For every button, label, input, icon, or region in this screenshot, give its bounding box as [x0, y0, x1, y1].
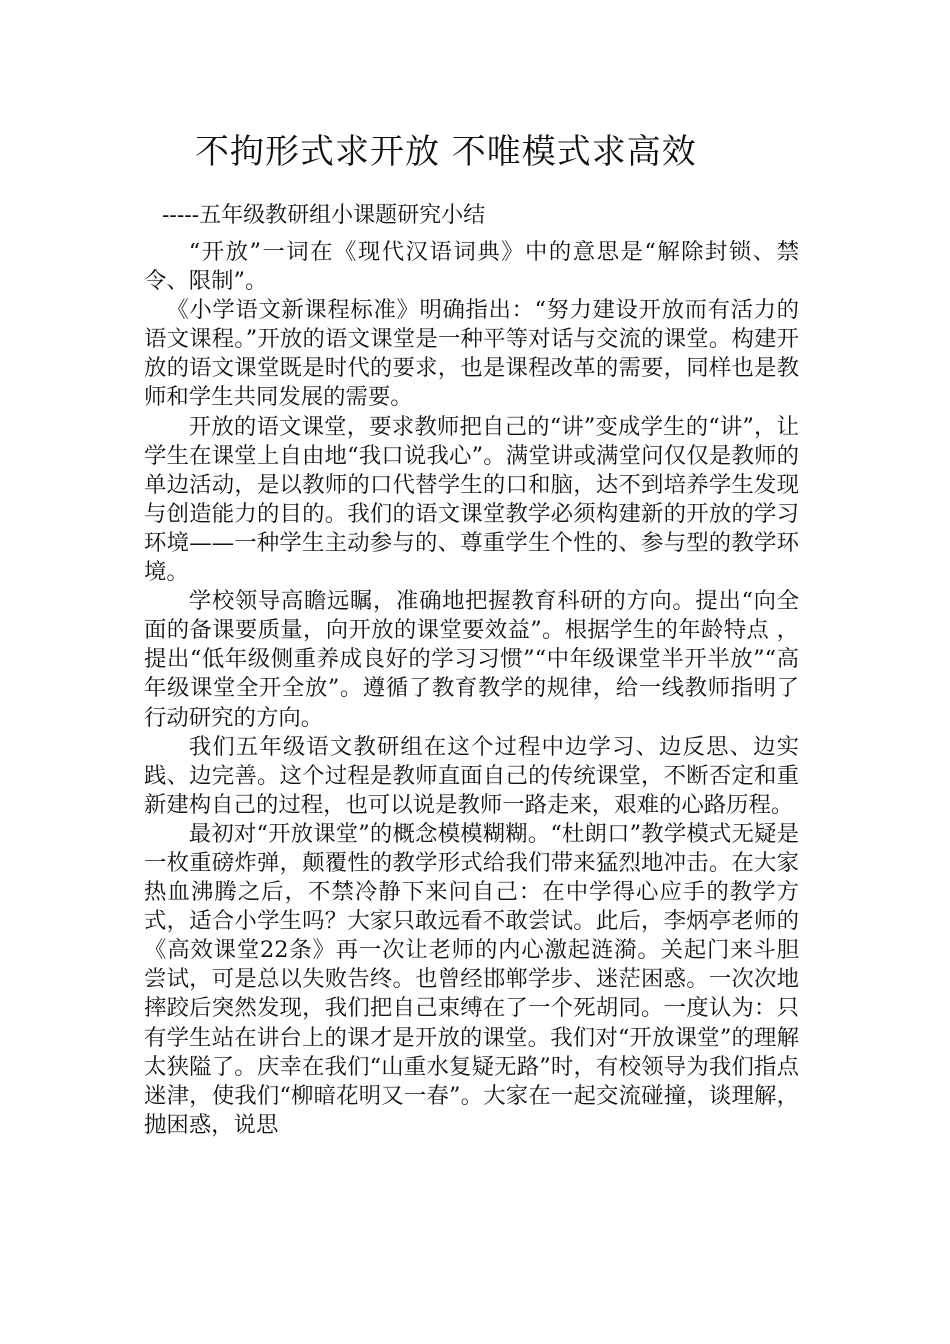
document-title: 不拘形式求开放 不唯模式求高效 [195, 132, 697, 172]
paragraph-1: “开放”一词在《现代汉语词典》中的意思是“解除封锁、禁令、限制”。 [144, 239, 799, 295]
document-subtitle: -----五年级教研组小课题研究小结 [162, 203, 486, 228]
paragraph-5: 我们五年级语文教研组在这个过程中边学习、边反思、边实践、边完善。这个过程是教师直面自己的传统课堂，不断否定和重新建构自己的过程，也可以说是教师一路走来，艰难的心路历程。 [144, 733, 799, 818]
document-body [144, 238, 799, 1140]
paragraph-2: 《小学语文新课程标准》明确指出：“努力建设开放而有活力的语文课程。”开放的语文课堂是一种平等对话与交流的课堂。构建开放的语文课堂既是时代的要求，也是课程改革的需要，同样也是教师和学生共同发展的需要。 [144, 297, 799, 411]
paragraph-6: 最初对“开放课堂”的概念模模糊糊。“杜朗口”教学模式无疑是一枚重磅炸弹，颠覆性的教学形式给我们带来猛烈地冲击。在大家热血沸腾之后，不禁冷静下来问自己：在中学得心应手的教学方式，适合小学生吗？大家只敢远看不敢尝试。此后，李炳亭老师的《高效课堂22条》再一次让老师的内心激起涟漪。关起门来斗胆尝试，可是总以失败告终。也曾经邯郸学步、迷茫困惑。一次次地摔跤后突然发现，我们把自己束缚在了一个死胡同。一度认为：只有学生站在讲台上的课才是开放的课堂。我们对“开放课堂”的理解太狭隘了。庆幸在我们“山重水复疑无路”时，有校领导为我们指点迷津，使我们“柳暗花明又一春”。大家在一起交流碰撞，谈理解，抛困惑，说思 [144, 820, 799, 1138]
paragraph-4: 学校领导高瞻远瞩，准确地把握教育科研的方向。提出“向全面的备课要质量，向开放的课堂要效益”。根据学生的年龄特点 ，提出“低年级侧重养成良好的学习习惯”“中年级课堂半开半放”“高年级课堂全开全放”。遵循了教育教学的规律，给一线教师指明了行动研究的方向。 [144, 588, 799, 731]
paragraph-3: 开放的语文课堂，要求教师把自己的“讲”变成学生的“讲”，让学生在课堂上自由地“我口说我心”。满堂讲或满堂问仅仅是教师的单边活动，是以教师的口代替学生的口和脑，达不到培养学生发现与创造能力的目的。我们的语文课堂教学必须构建新的开放的学习环境——一种学生主动参与的、尊重学生个性的、参与型的教学环境。 [144, 413, 799, 586]
